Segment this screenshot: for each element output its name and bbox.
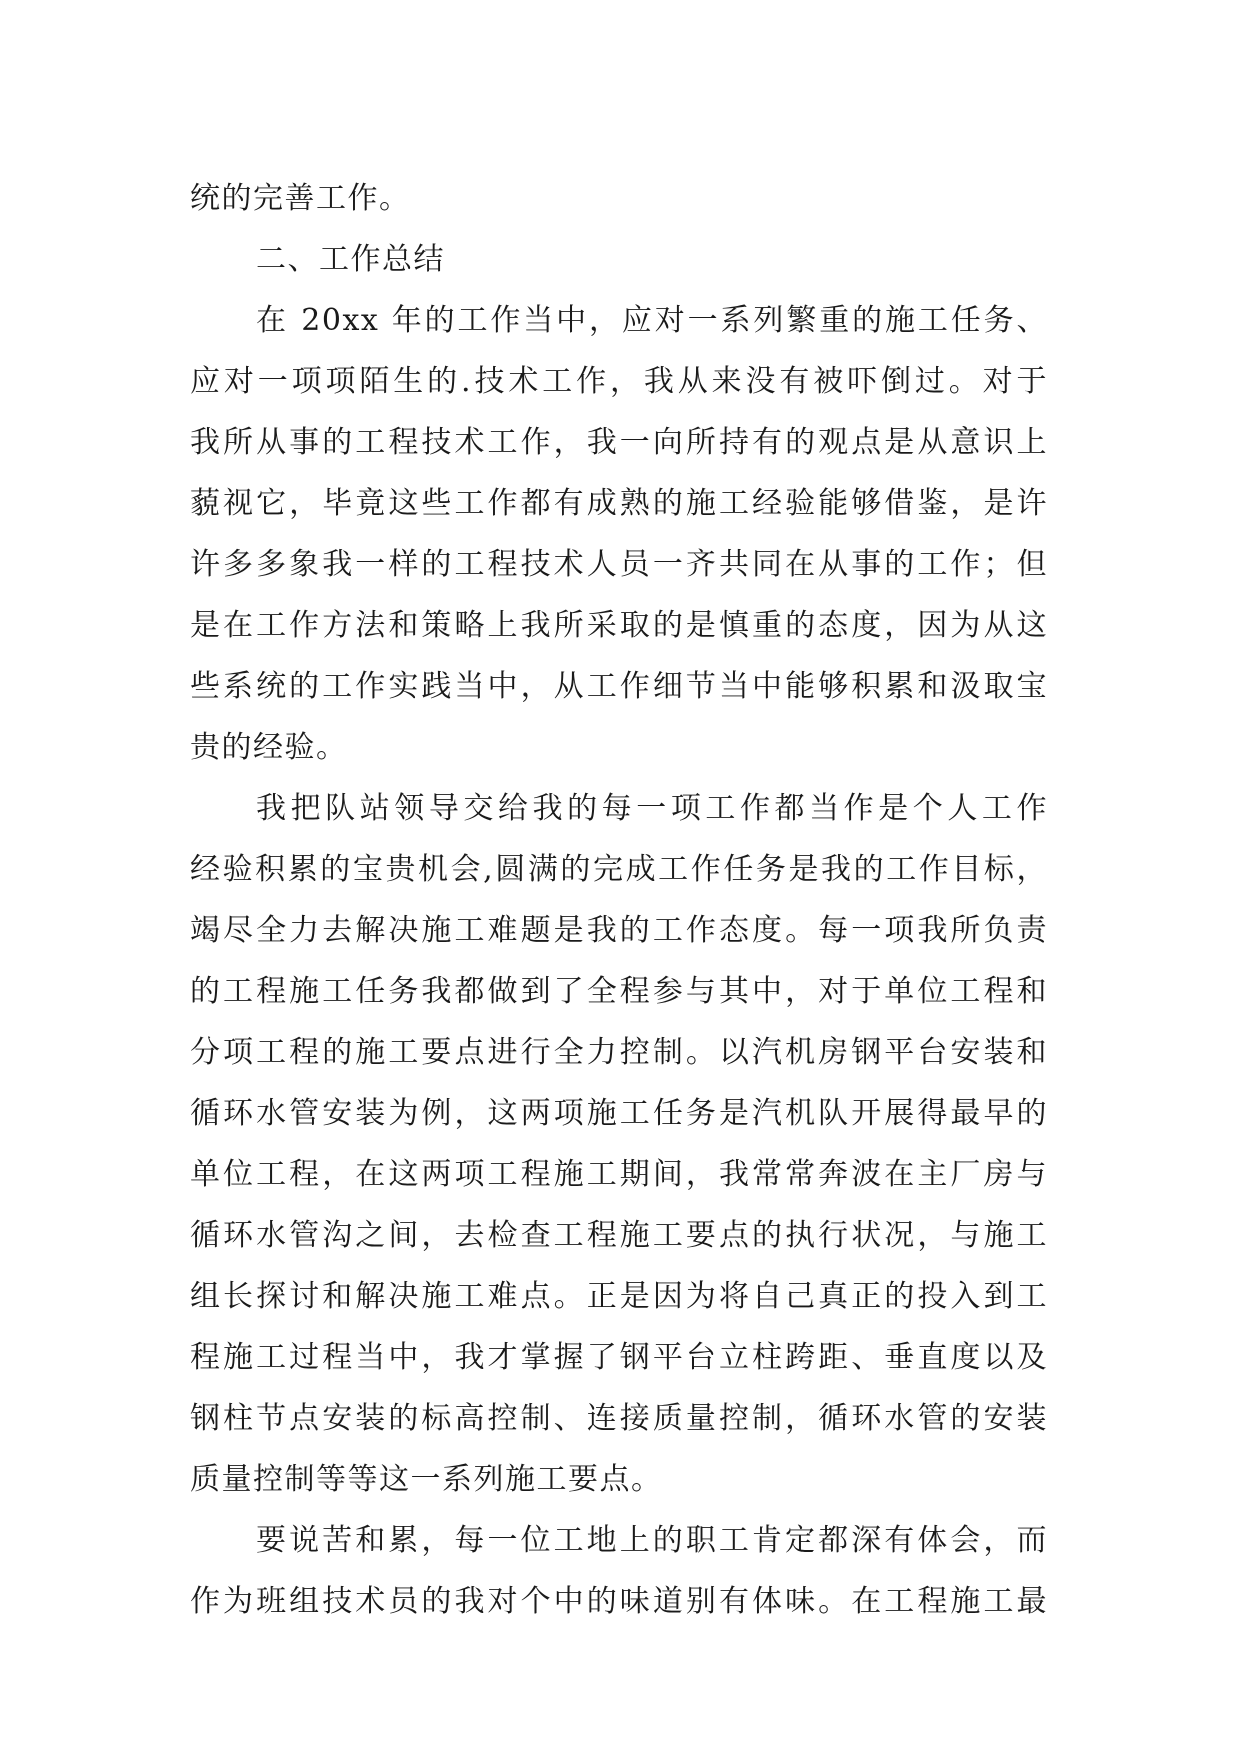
section-heading [190, 229, 1048, 290]
text-line: 藐视它，毕竟这些工作都有成熟的施工经验能够借鉴，是许 [190, 486, 1048, 521]
text-line: 我所从事的工程技术工作，我一向所持有的观点是从意识上 [190, 425, 1048, 460]
text-line: 应对一项项陌生的.技术工作，我从来没有被吓倒过。对于 [190, 364, 1048, 399]
text-line: 些系统的工作实践当中，从工作细节当中能够积累和汲取宝 [190, 669, 1048, 704]
text-line: 要说苦和累，每一位工地上的职工肯定都深有体会，而 [256, 1523, 1048, 1558]
text-line: 统的完善工作。 [190, 181, 411, 216]
paragraph [190, 1510, 1048, 1632]
text-line: 许多多象我一样的工程技术人员一齐共同在从事的工作；但 [190, 547, 1048, 582]
text-line: 钢柱节点安装的标高控制、连接质量控制，循环水管的安装 [190, 1401, 1048, 1436]
text-line: 经验积累的宝贵机会,圆满的完成工作任务是我的工作目标， [190, 852, 1048, 887]
text-line: 贵的经验。 [190, 730, 348, 765]
text-line: 组长探讨和解决施工难点。正是因为将自己真正的投入到工 [190, 1279, 1048, 1314]
text-line: 分项工程的施工要点进行全力控制。以汽机房钢平台安装和 [190, 1035, 1048, 1070]
text-line: 是在工作方法和策略上我所采取的是慎重的态度，因为从这 [190, 608, 1048, 643]
document-body [190, 168, 1048, 1632]
heading-text: 二、工作总结 [256, 242, 445, 277]
text-line: 我把队站领导交给我的每一项工作都当作是个人工作 [256, 791, 1048, 826]
text-line: 作为班组技术员的我对个中的味道别有体味。在工程施工最 [190, 1584, 1048, 1619]
text-line: 的工程施工任务我都做到了全程参与其中，对于单位工程和 [190, 974, 1048, 1009]
text-line: 竭尽全力去解决施工难题是我的工作态度。每一项我所负责 [190, 913, 1048, 948]
paragraph [190, 168, 1048, 229]
text-line: 质量控制等等这一系列施工要点。 [190, 1462, 663, 1497]
paragraph [190, 778, 1048, 1510]
text-line: 循环水管安装为例，这两项施工任务是汽机队开展得最早的 [190, 1096, 1048, 1131]
text-line: 单位工程，在这两项工程施工期间，我常常奔波在主厂房与 [190, 1157, 1048, 1192]
text-line: 程施工过程当中，我才掌握了钢平台立柱跨距、垂直度以及 [190, 1340, 1048, 1375]
text-line: 循环水管沟之间，去检查工程施工要点的执行状况，与施工 [190, 1218, 1048, 1253]
paragraph [190, 290, 1048, 778]
text-line: 在 20xx 年的工作当中，应对一系列繁重的施工任务、 [256, 303, 1048, 338]
